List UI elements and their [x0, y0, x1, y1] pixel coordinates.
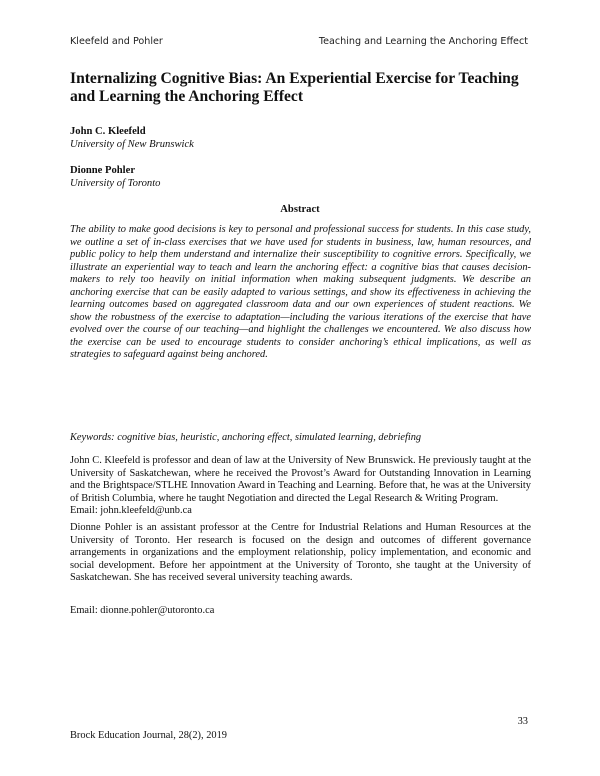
author-email-2[interactable]: Email: dionne.pohler@utoronto.ca — [70, 605, 215, 616]
author-name-2: Dionne Pohler — [70, 165, 136, 176]
running-head-authors: Kleefeld and Pohler — [70, 36, 163, 47]
running-head — [70, 36, 528, 50]
keywords: Keywords: cognitive bias, heuristic, anchoring effect, simulated learning, debriefing — [70, 432, 422, 443]
author-affiliation-2: University of Toronto — [70, 178, 161, 189]
author-bio-1: John C. Kleefeld is professor and dean of law at the University of New Brunswick. He previously taught at the University of Saskatchewan, where he received the Provost’s Award for Outstanding Innovation in Learning and the Brightspace/STLHE Innovation Award in Teaching and Learning. Before that, he was at the University of British Columbia, where he taught Negotiation and directed the Legal Research & Writing Program. — [70, 455, 531, 504]
author-email-1[interactable]: Email: john.kleefeld@unb.ca — [70, 505, 192, 516]
author-name-1: John C. Kleefeld — [70, 126, 146, 137]
paper-title: Internalizing Cognitive Bias: An Experiential Exercise for Teaching and Learning the Anchoring Effect — [70, 70, 519, 105]
author-bio-2: Dionne Pohler is an assistant professor at the Centre for Industrial Relations and Human Resources at the University of Toronto. Her research is focused on the design and outcomes of different governance arrangements in organizations and the employment relationship, policy implementation, and economic and social development. Before her appointment at the University of Toronto, she taught at the University of Saskatchewan. She has received several university teaching awards. — [70, 522, 531, 584]
abstract-heading: Abstract — [280, 204, 320, 215]
author-affiliation-1: University of New Brunswick — [70, 139, 194, 150]
journal-footer: Brock Education Journal, 28(2), 2019 — [70, 730, 227, 741]
page-number: 33 — [517, 716, 528, 727]
abstract-body: The ability to make good decisions is key to personal and professional success for students. In this case study, we outline a set of in-class exercises that we have used for students in business, law, human resources, and public policy to help them understand and internalize their susceptibility to cognitive errors. Specifically, we illustrate an experiential way to teach and learn the anchoring effect: a cognitive bias that causes decision-makers to rely too heavily on initial information when making subsequent judgments. We describe an anchoring exercise that can be easily adapted to various settings, and show its effectiveness in achieving the learning outcomes based on aggregated classroom data and our own experiences of student reactions. We show the robustness of the exercise to adaptation—including the various iterations of the exercise that have evolved over the course of our teaching—and highlight the challenges we encountered. We also discuss how the exercise can be used to encourage students to consider anchoring’s ethical implications, as well as strategies to safeguard against being anchored. — [70, 224, 531, 361]
running-head-short-title: Teaching and Learning the Anchoring Effect — [318, 36, 528, 47]
